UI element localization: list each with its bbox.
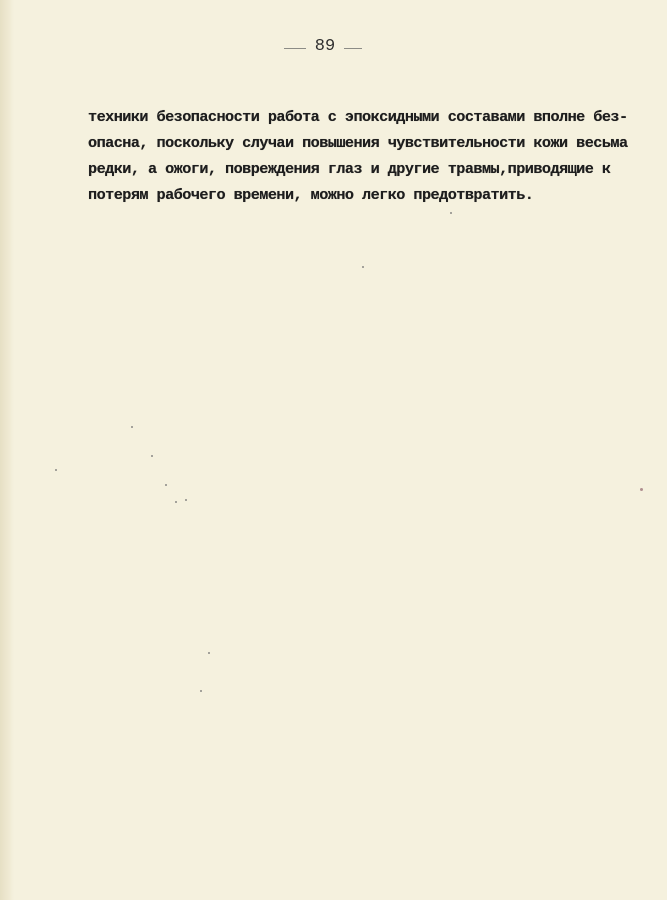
paper-speck bbox=[362, 266, 364, 268]
paper-speck bbox=[131, 426, 133, 428]
page-binding-edge bbox=[0, 0, 14, 900]
text-line: потерям рабочего времени, можно легко предотвратить. bbox=[88, 186, 534, 204]
paper-speck bbox=[55, 469, 57, 471]
page-number-dash-right bbox=[344, 48, 362, 49]
paper-speck bbox=[185, 499, 187, 501]
paper-speck bbox=[151, 455, 153, 457]
paper-speck bbox=[200, 690, 202, 692]
paper-speck bbox=[208, 652, 210, 654]
text-line: редки, а ожоги, повреждения глаз и другие травмы,приводящие к bbox=[88, 160, 611, 178]
page-number-dash-left bbox=[284, 48, 306, 49]
body-paragraph bbox=[88, 104, 628, 208]
paper-speck bbox=[165, 484, 167, 486]
page-number: 89 bbox=[314, 37, 336, 56]
paper-speck bbox=[450, 212, 452, 214]
paper-speck bbox=[640, 488, 643, 491]
text-line: опасна, поскольку случаи повышения чувствительности кожи весьма bbox=[88, 134, 628, 152]
paper-speck bbox=[175, 501, 177, 503]
page-header bbox=[0, 37, 667, 59]
text-line: техники безопасности работа с эпоксидными составами вполне без- bbox=[88, 108, 628, 126]
